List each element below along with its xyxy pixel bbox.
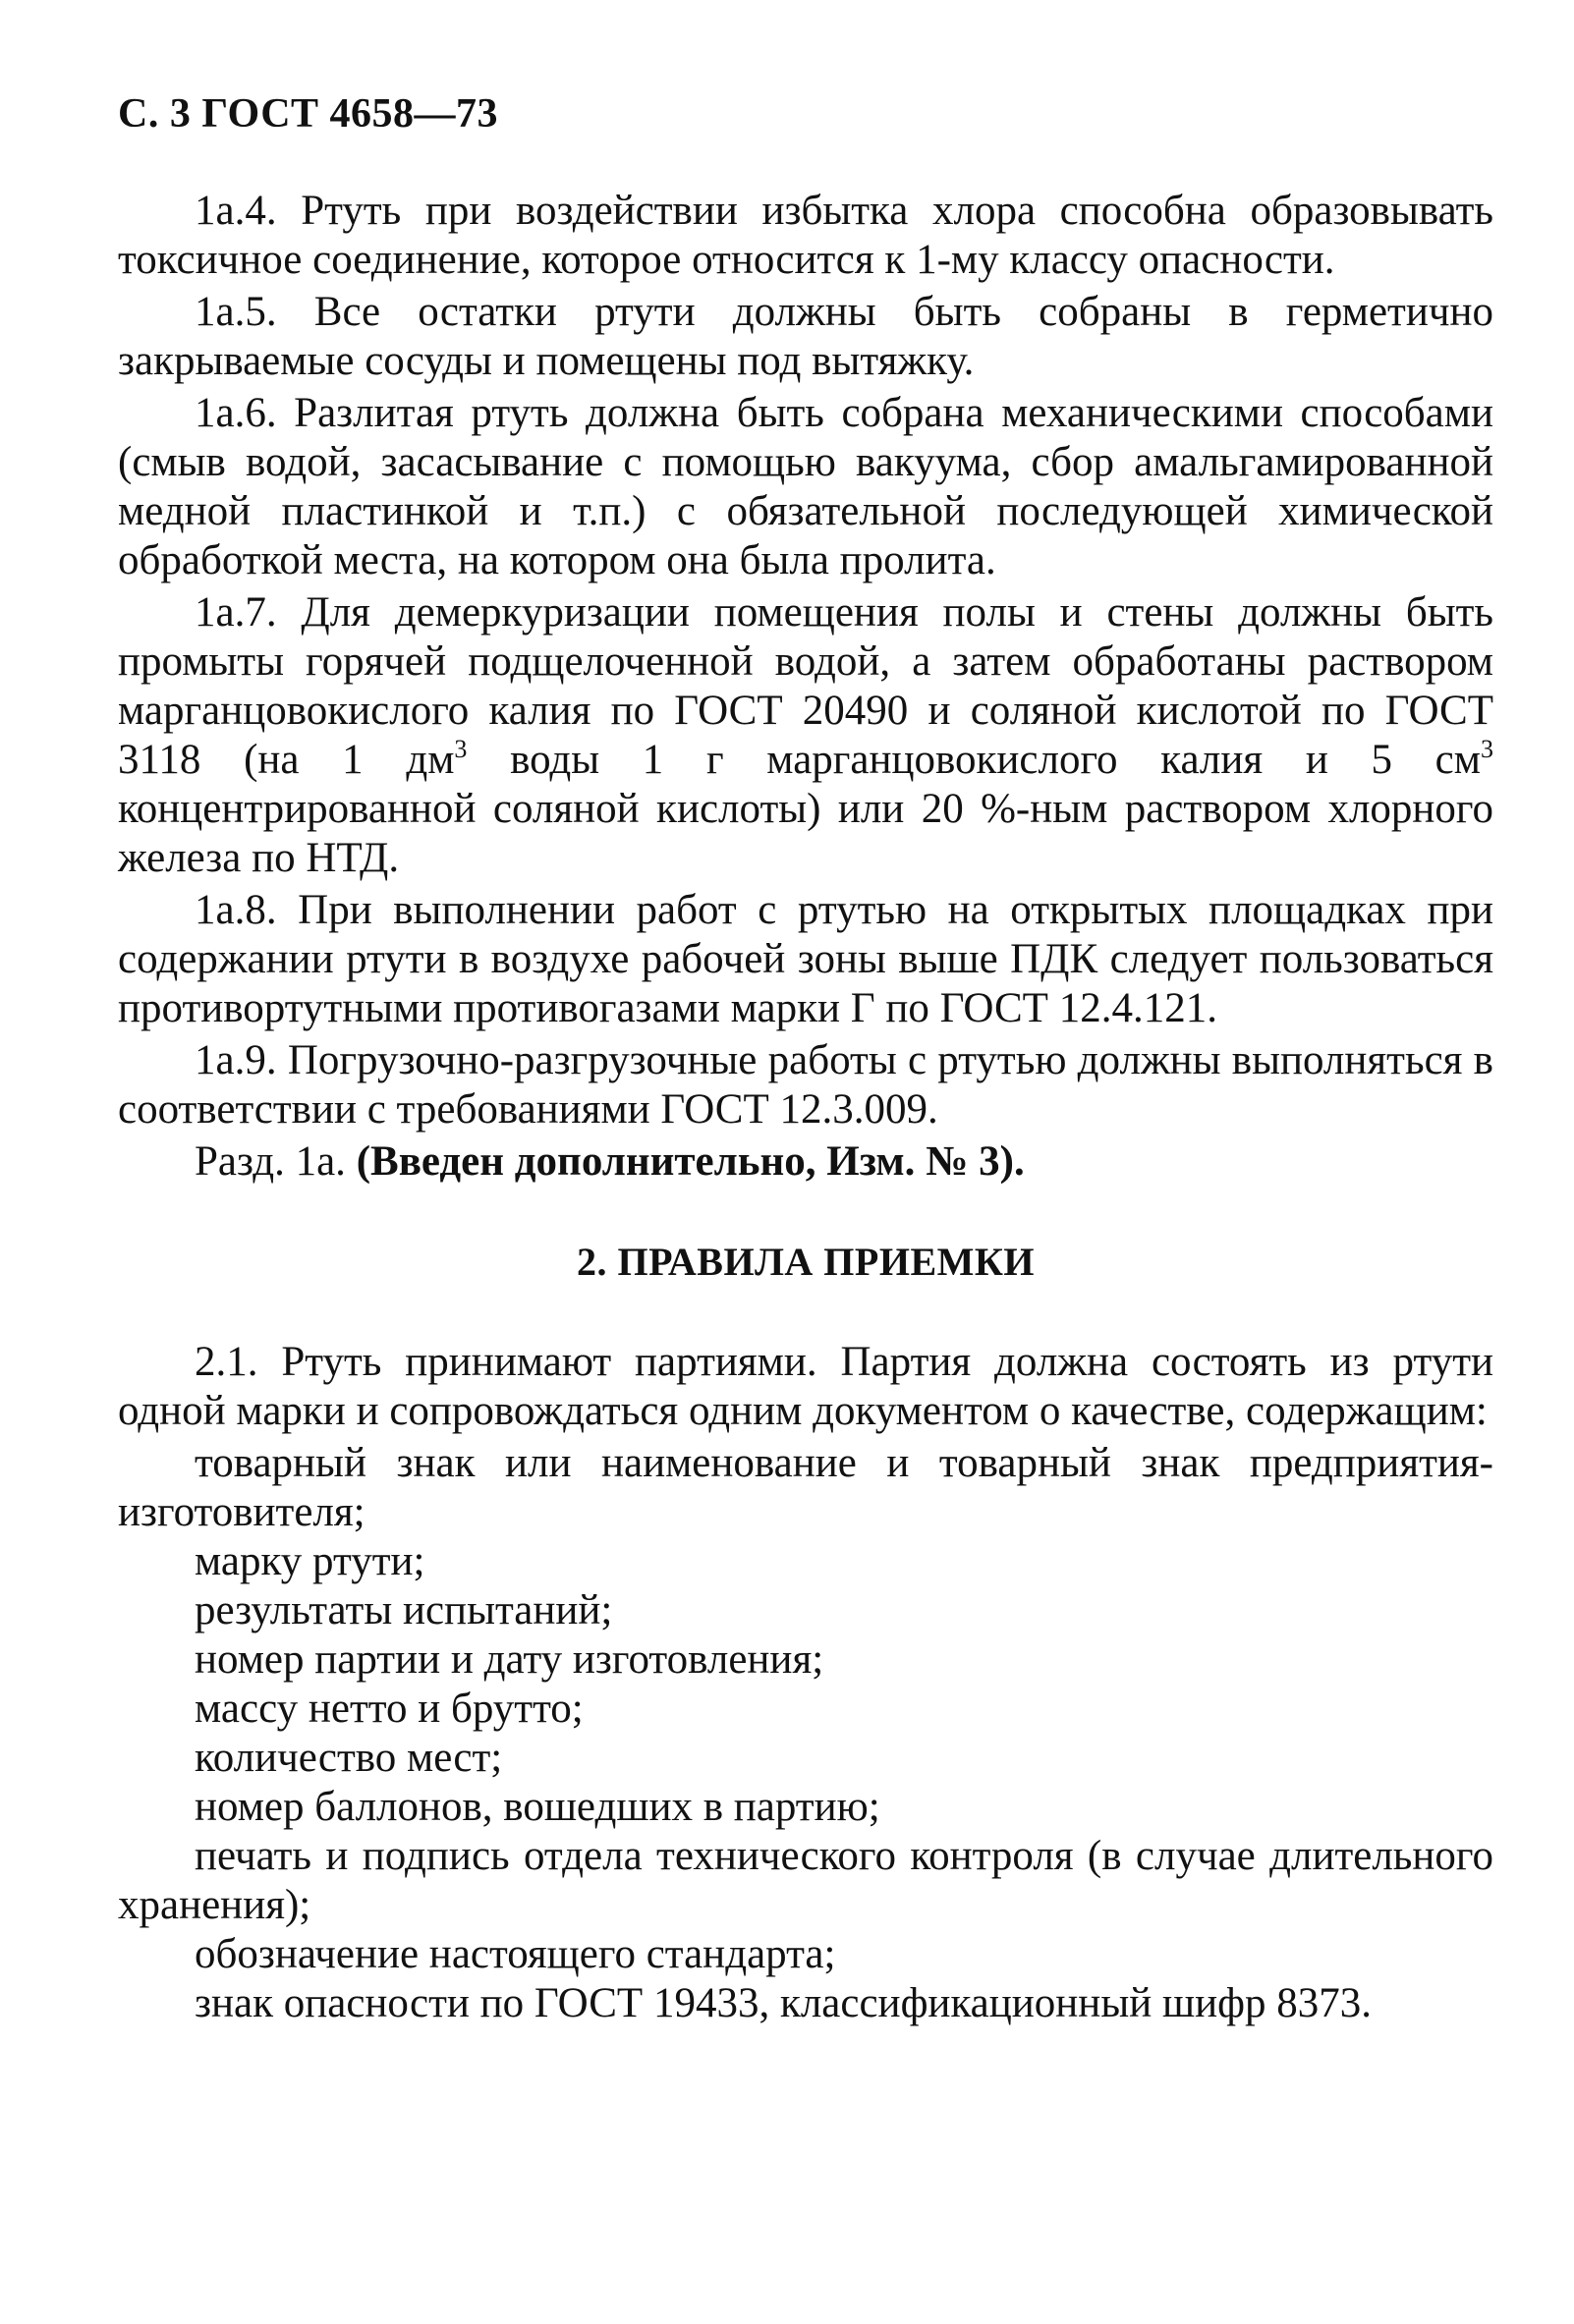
page-header: С. 3 ГОСТ 4658—73 bbox=[118, 91, 499, 137]
paragraph-1a6: 1а.6. Разлитая ртуть должна быть собрана механическими способами (смыв водой, засасывание с помощью вакуума, сбор амальгамированной медной пластинкой и т.п.) с обязательной последующей химической обработкой места, на котором она была пролита. bbox=[118, 390, 1493, 583]
amendment-prefix: Разд. 1а. bbox=[195, 1138, 357, 1185]
paragraph-1a8: 1а.8. При выполнении работ с ртутью на открытых площадках при содержании ртути в воздухе рабочей зоны выше ПДК следует пользоваться противортутными противогазами марки Г по ГОСТ 12.4.121. bbox=[118, 887, 1493, 1031]
paragraph-1a7-part3: концентрированной соляной кислоты) или 20 %-ным раствором хлорного железа по НТД. bbox=[118, 786, 1493, 881]
paragraph-1a4: 1а.4. Ртуть при воздействии избытка хлора способна образовывать токсичное соединение, которое относится к 1-му классу опасности. bbox=[118, 188, 1493, 283]
amendment-note bbox=[118, 1137, 1493, 1187]
paragraph-1a7 bbox=[118, 588, 1493, 883]
list-item: количество мест; bbox=[195, 1735, 503, 1781]
paragraph-1a5: 1а.5. Все остатки ртути должны быть собраны в герметично закрываемые сосуды и помещены под вытяжку. bbox=[118, 289, 1493, 384]
superscript-cube-1: 3 bbox=[454, 735, 468, 763]
list-item: массу нетто и брутто; bbox=[195, 1686, 584, 1732]
list-item: обозначение настоящего стандарта; bbox=[195, 1931, 836, 1977]
list-item: печать и подпись отдела технического контроля (в случае длительного хранения); bbox=[118, 1833, 1493, 1928]
section-title: 2. ПРАВИЛА ПРИЕМКИ bbox=[576, 1240, 1035, 1284]
list-item: номер партии и дату изготовления; bbox=[195, 1636, 824, 1683]
list-item: результаты испытаний; bbox=[195, 1587, 613, 1633]
paragraph-1a9: 1а.9. Погрузочно-разгрузочные работы с ртутью должны выполняться в соответствии с требованиями ГОСТ 12.3.009. bbox=[118, 1037, 1493, 1133]
list-item: марку ртути; bbox=[195, 1538, 425, 1584]
superscript-cube-2: 3 bbox=[1480, 735, 1493, 763]
amendment-bold: (Введен дополнительно, Изм. № 3). bbox=[356, 1138, 1025, 1185]
paragraph-1a7-part1: 1а.7. Для демеркуризации помещения полы и стены должны быть промыты горячей подщелоченной водой, а затем обработаны раствором марганцовокислого калия по ГОСТ 20490 и соляной кислотой по ГОСТ 3118 (на 1 дм bbox=[118, 589, 1493, 783]
list-item: номер баллонов, вошедших в партию; bbox=[195, 1784, 880, 1830]
list-item: знак опасности по ГОСТ 19433, классификационный шифр 8373. bbox=[195, 1980, 1372, 2026]
document-body bbox=[118, 187, 1493, 2028]
list-item: товарный знак или наименование и товарный знак предприятия-изготовителя; bbox=[118, 1440, 1493, 1535]
paragraph-1a7-part2: воды 1 г марганцовокислого калия и 5 см bbox=[467, 737, 1481, 783]
paragraph-2-1: 2.1. Ртуть принимают партиями. Партия должна состоять из ртути одной марки и сопровождаться одним документом о качестве, содержащим: bbox=[118, 1339, 1493, 1434]
